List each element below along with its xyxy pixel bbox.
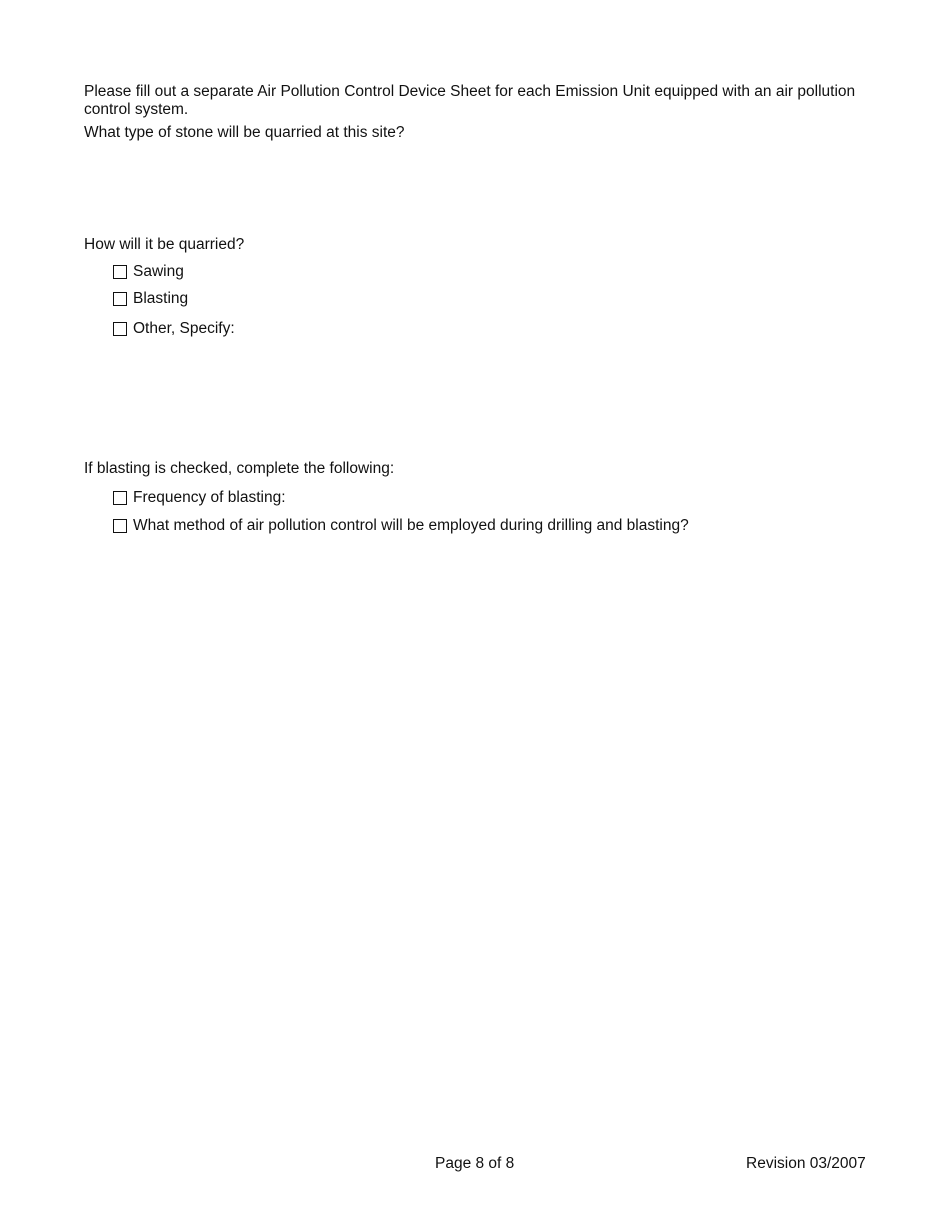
sawing-checkbox[interactable] (113, 265, 127, 279)
other-label: Other, Specify: (133, 320, 235, 337)
blasting-frequency-option[interactable] (113, 489, 286, 507)
other-checkbox[interactable] (113, 322, 127, 336)
instructions-text: Please fill out a separate Air Pollution Control Device Sheet for each Emission Unit equipped with an air pollution control system. (84, 83, 856, 118)
blasting-frequency-label: Frequency of blasting: (133, 489, 286, 506)
stone-type-question: What type of stone will be quarried at this site? (84, 124, 405, 141)
pollution-control-method-option[interactable] (113, 517, 689, 535)
sawing-option[interactable] (113, 263, 184, 281)
quarry-method-question: How will it be quarried? (84, 236, 245, 253)
blasting-frequency-checkbox[interactable] (113, 491, 127, 505)
blasting-details-question: If blasting is checked, complete the following: (84, 460, 395, 477)
blasting-label: Blasting (133, 290, 189, 307)
revision-label: Revision 03/2007 (746, 1155, 866, 1172)
sawing-label: Sawing (133, 263, 184, 280)
blasting-option[interactable] (113, 290, 188, 308)
other-option[interactable] (113, 320, 235, 338)
page-number: Page 8 of 8 (435, 1155, 515, 1172)
pollution-control-method-label: What method of air pollution control will be employed during drilling and blasting? (133, 517, 689, 534)
pollution-control-method-checkbox[interactable] (113, 519, 127, 533)
blasting-checkbox[interactable] (113, 292, 127, 306)
